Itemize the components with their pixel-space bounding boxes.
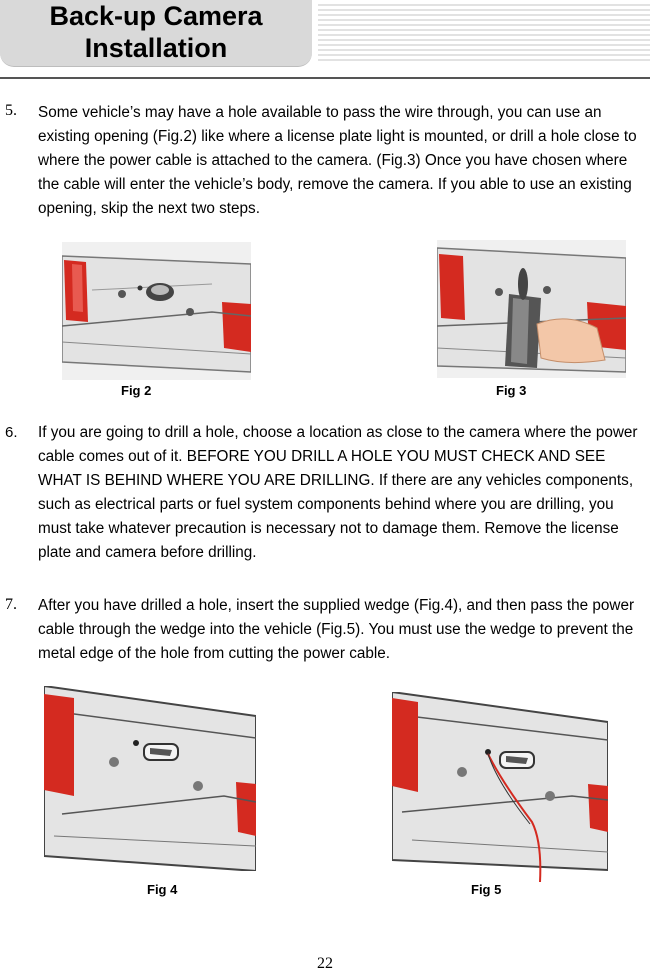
section-title <box>0 0 312 64</box>
step-number-5: 5. <box>5 102 17 119</box>
step-number-7: 7. <box>5 596 17 613</box>
section-title-line2: Installation <box>84 33 228 63</box>
figure-4-image <box>44 686 256 871</box>
step-number-6: 6. <box>5 424 18 441</box>
header-stripes <box>318 4 650 64</box>
figure-4-caption: Fig 4 <box>147 882 178 897</box>
figure-3-caption: Fig 3 <box>496 383 527 398</box>
header-rule <box>0 77 650 79</box>
figure-5-image <box>392 692 608 882</box>
figure-5-caption: Fig 5 <box>471 882 502 897</box>
page-number: 22 <box>317 955 333 972</box>
figure-3-image <box>437 240 626 378</box>
section-header-tab <box>0 0 312 67</box>
step-text-5: Some vehicle’s may have a hole available to pass the wire through, you can use an existing opening (Fig.2) like where a license plate light is mounted, or drill a hole close to where the power cable is attached to the camera. (Fig.3) Once you have chosen where the cable will enter the vehicle’s body, remove the camera. If you able to use an existing opening, skip the next two steps. <box>38 104 637 217</box>
step-text-7: After you have drilled a hole, insert the supplied wedge (Fig.4), and then pass the power cable through the wedge into the vehicle (Fig.5). You must use the wedge to prevent the metal edge of the hole from cutting the power cable. <box>38 597 635 662</box>
figure-2-image <box>62 242 251 380</box>
figure-2-caption: Fig 2 <box>121 383 152 398</box>
step-text-6: If you are going to drill a hole, choose a location as close to the camera where the power cable comes out of it. BEFORE YOU DRILL A HOLE YOU MUST CHECK AND SEE WHAT IS BEHIND WHERE YOU ARE DRILLING. If there are any vehicles components, such as electrical parts or fuel system components behind where you are drilling, you must take whatever precaution is necessary not to damage them. Remove the license plate and camera before drilling. <box>38 424 638 561</box>
section-title-line1: Back-up Camera <box>49 1 263 31</box>
